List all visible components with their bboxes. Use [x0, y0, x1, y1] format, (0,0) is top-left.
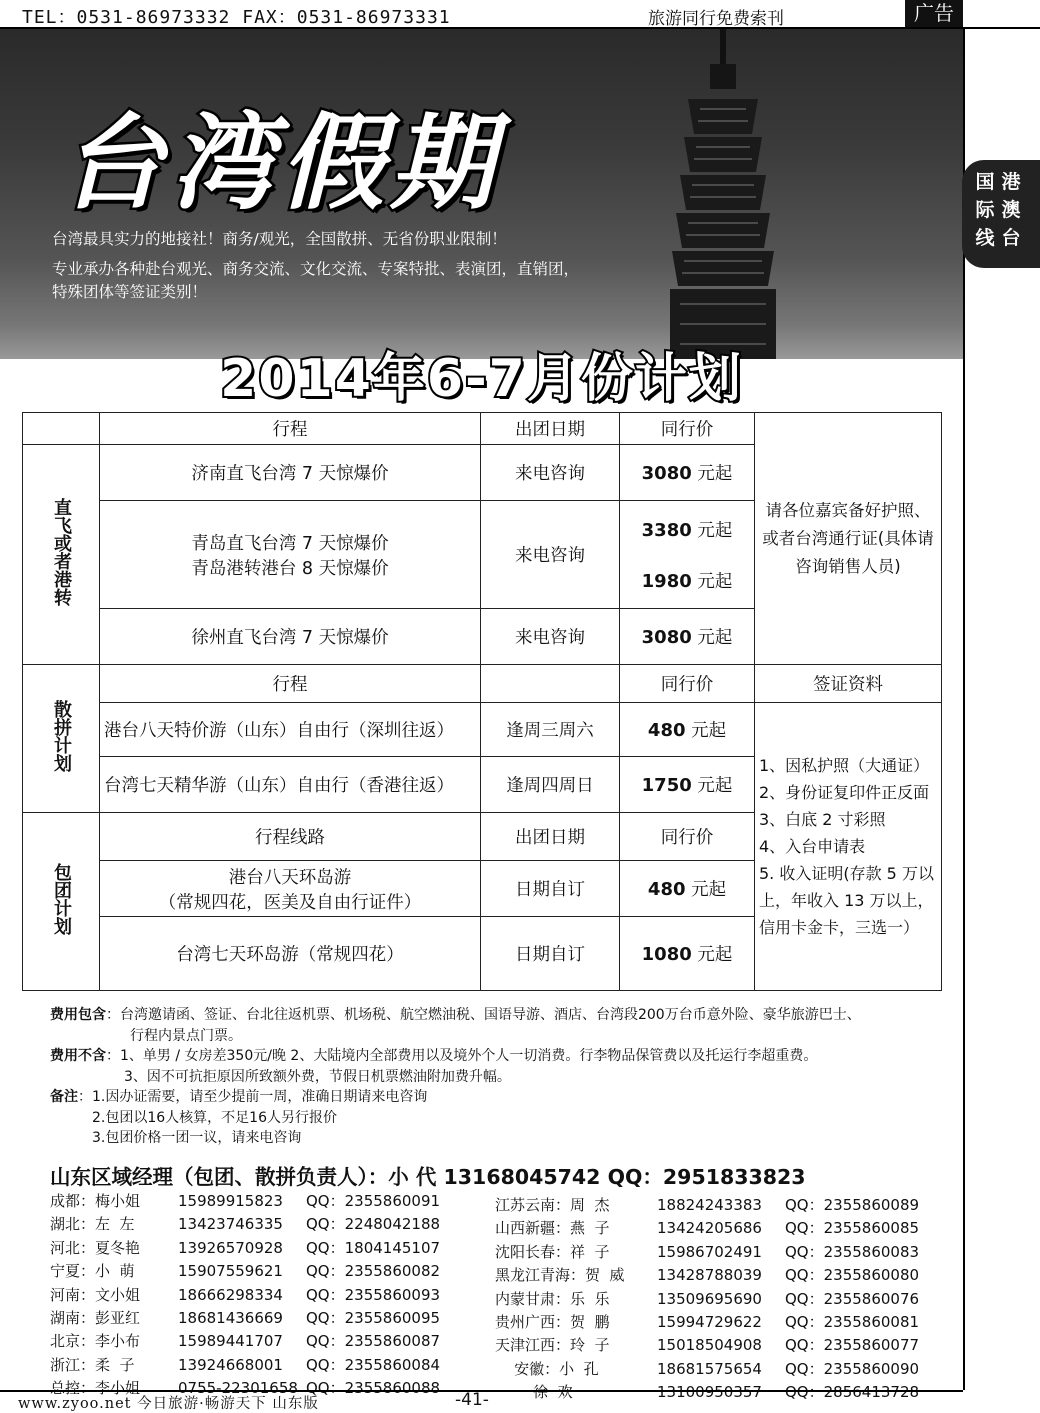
section-label-direct: 直飞或者港转	[23, 445, 100, 665]
list-item: 徐 欢 13100950357 QQ：2856413728	[495, 1383, 920, 1402]
remark-label: 备注	[50, 1089, 78, 1105]
list-item: 安徽：小 孔 18681575654 QQ：2355860090	[495, 1359, 920, 1378]
route-cell: 港台八天特价游（山东）自由行（深圳往返）	[100, 703, 481, 757]
regional-manager-contact: 山东区域经理（包团、散拼负责人）：小 代 13168045742 QQ：2951833823	[50, 1165, 806, 1189]
route-cell: 徐州直飞台湾 7 天惊爆价	[100, 609, 481, 665]
date-cell: 来电咨询	[481, 501, 620, 609]
date-cell: 逢周三周六	[481, 703, 620, 757]
section-label-charter: 包团计划	[23, 813, 100, 991]
route-cell: 济南直飞台湾 7 天惊爆价	[100, 445, 481, 501]
table-head-row	[23, 665, 942, 703]
col-head-price: 同行价	[620, 665, 755, 703]
plan-title: 2014年6-7月份计划	[220, 349, 743, 409]
fee-exclude-label: 费用不含	[50, 1048, 106, 1064]
footer-site: www.zyoo.net 今日旅游·畅游天下 山东版	[18, 1396, 319, 1412]
page-number: -41-	[455, 1390, 489, 1410]
col-head-route: 行程	[100, 665, 481, 703]
price-cell: 480 元起	[620, 861, 755, 917]
list-item: 黑龙江青海：贺 威 13428788039 QQ：2355860080	[495, 1266, 920, 1285]
taipei-101-tower-image	[640, 29, 820, 359]
contacts-left	[50, 1190, 440, 1401]
price-cell: 480 元起	[620, 703, 755, 757]
route-cell: 青岛直飞台湾 7 天惊爆价 青岛港转港台 8 天惊爆价	[100, 501, 481, 609]
date-cell: 日期自订	[481, 917, 620, 991]
hero-title: 台湾假期	[60, 102, 501, 224]
publication-label: 旅游同行免费索刊	[648, 9, 784, 29]
hero-banner	[0, 29, 963, 359]
list-item: 浙江：柔 子 13924668001 QQ：2355860084	[50, 1355, 441, 1374]
hero-tagline-3: 特殊团体等签证类别！	[52, 283, 208, 301]
header-contact: TEL：0531-86973332 FAX：0531-86973331	[22, 7, 451, 28]
table-head-row	[23, 413, 942, 445]
tour-price-table	[22, 412, 942, 991]
col-head-route: 行程	[100, 413, 481, 445]
list-item: 江苏云南：周 杰 18824243383 QQ：2355860089	[495, 1196, 920, 1214]
list-item: 湖北：左 左 13423746335 QQ：2248042188	[50, 1215, 441, 1234]
list-item: 贵州广西：贺 鹏 15994729622 QQ：2355860081	[495, 1313, 920, 1332]
list-item: 山西新疆：燕 子 13424205686 QQ：2355860085	[495, 1219, 920, 1238]
list-item: 河北：夏冬艳 13926570928 QQ：1804145107	[50, 1238, 441, 1257]
side-tab-col1: 国际线	[975, 171, 995, 249]
ad-label: 广告	[905, 0, 963, 27]
hero-tagline-2: 专业承办各种赴台观光、商务交流、文化交流、专案特批、表演团，直销团，	[52, 260, 580, 278]
passport-note: 请各位嘉宾备好护照、或者台湾通行证(具体请咨询销售人员)	[755, 413, 942, 665]
price-cell: 1750 元起	[620, 757, 755, 813]
date-cell: 逢周四周日	[481, 757, 620, 813]
list-item: 宁夏：小 萌 15907559621 QQ：2355860082	[50, 1262, 441, 1281]
date-cell: 来电咨询	[481, 609, 620, 665]
price-cell: 3080 元起	[620, 609, 755, 665]
list-item: 成都：梅小姐 15989915823 QQ：2355860091	[50, 1192, 441, 1210]
price-cell: 1080 元起	[620, 917, 755, 991]
col-head-date: 出团日期	[481, 813, 620, 861]
list-item: 北京：李小布 15989441707 QQ：2355860087	[50, 1332, 441, 1351]
contacts-right	[495, 1194, 919, 1405]
route-cell: 台湾七天环岛游（常规四花）	[100, 917, 481, 991]
col-head-route: 行程线路	[100, 813, 481, 861]
fee-include-label: 费用包含	[50, 1007, 106, 1023]
list-item: 内蒙甘肃：乐 乐 13509695690 QQ：2355860076	[495, 1289, 920, 1308]
hero-tagline-1: 台湾最具实力的地接社！商务/观光，全国散拼、无省份职业限制！	[52, 230, 507, 248]
side-tab-col2: 港澳台	[1001, 171, 1021, 249]
table-row	[23, 703, 942, 757]
col-head-price: 同行价	[620, 813, 755, 861]
visa-requirements: 1、因私护照（大通证） 2、身份证复印件正反面 3、白底 2 寸彩照 4、入台申请表 5. 收入证明(存款 5 万以上，年收入 13 万以上，信用卡金卡，三选一）	[755, 703, 942, 991]
route-cell: 港台八天环岛游 （常规四花，医美及自由行证件）	[100, 861, 481, 917]
price-cell: 3080 元起	[620, 445, 755, 501]
list-item: 河南：文小姐 18666298334 QQ：2355860093	[50, 1285, 441, 1304]
date-cell: 日期自订	[481, 861, 620, 917]
col-head-price: 同行价	[620, 413, 755, 445]
date-cell: 来电咨询	[481, 445, 620, 501]
list-item: 总控：李小姐 0755-22301658 QQ：2355860088	[50, 1379, 441, 1398]
side-tab-intl-hk-mo-tw	[962, 160, 1040, 268]
section-label-group-tour: 散拼计划	[23, 665, 100, 813]
route-cell: 台湾七天精华游（山东）自由行（香港往返）	[100, 757, 481, 813]
col-head-date: 出团日期	[481, 413, 620, 445]
col-head-visa: 签证资料	[755, 665, 942, 703]
fee-notes: 费用包含：台湾邀请函、签证、台北往返机票、机场税、航空燃油税、国语导游、酒店、台湾段200万台币意外险、豪华旅游巴士、 行程内景点门票。 费用不含：1、单男 / 女房差350元/晚 2、大陆境内全部费用以及境外个人一切消费。行李物品保管费以及托运行李超重费。 3、因不可抗拒原因所致额外费，节假日机票燃油附加费升幅。 备注：1.因办证需要，请至少提前一周，准确日期请来电咨询 2.包团以16人核算，不足16人另行报价 3.包团价格一团一议，请来电咨询	[50, 1007, 861, 1146]
price-cell: 3380 元起 1980 元起	[620, 501, 755, 609]
list-item: 沈阳长春：祥 子 15986702491 QQ：2355860083	[495, 1242, 920, 1261]
list-item: 天津江西：玲 子 15018504908 QQ：2355860077	[495, 1336, 920, 1355]
list-item: 湖南：彭亚红 18681436669 QQ：2355860095	[50, 1309, 441, 1328]
